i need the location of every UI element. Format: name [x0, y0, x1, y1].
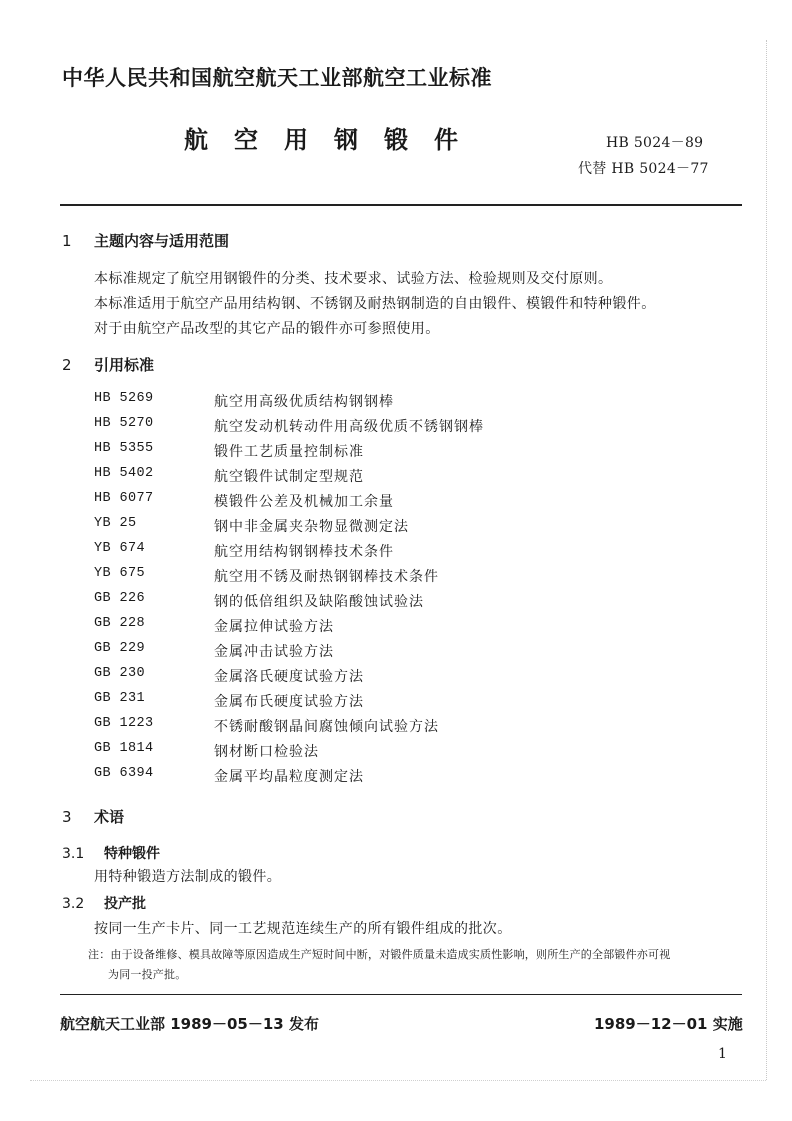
subsection-3-2-heading: [62, 893, 146, 913]
ref-title: 钢的低倍组织及缺陷酸蚀试验法: [214, 594, 424, 610]
standard-code: HB 5024－89: [606, 135, 704, 151]
subsection-3-2-text: 按同一生产卡片、同一工艺规范连续生产的所有锻件组成的批次。: [94, 921, 512, 937]
ref-title: 金属冲击试验方法: [214, 644, 334, 660]
ref-code: YB 25: [94, 516, 137, 531]
ref-code: GB 229: [94, 641, 146, 656]
ref-code: GB 226: [94, 591, 146, 606]
page-edge-right: [766, 40, 767, 1080]
page-edge-bottom: [30, 1080, 766, 1081]
ref-title: 航空用结构钢钢棒技术条件: [214, 544, 394, 560]
ref-title: 不锈耐酸钢晶间腐蚀倾向试验方法: [214, 719, 439, 735]
section-2-heading: [62, 354, 154, 375]
ref-code: HB 5270: [94, 416, 154, 431]
header-divider: [60, 204, 742, 206]
ref-title: 模锻件公差及机械加工余量: [214, 494, 394, 510]
subsection-3-2-number: 3.2: [62, 896, 85, 912]
section-1-paragraph: 对于由航空产品改型的其它产品的锻件亦可参照使用。: [94, 321, 440, 337]
section-2-number: 2: [62, 356, 72, 374]
ref-code: HB 5269: [94, 391, 154, 406]
section-1-number: 1: [62, 232, 72, 250]
ref-title: 钢材断口检验法: [214, 744, 319, 760]
issue-date: 航空航天工业部 1989－05－13 发布: [60, 1015, 319, 1033]
section-1-heading: [62, 230, 229, 251]
section-3-number: 3: [62, 808, 72, 826]
section-3-heading: [62, 806, 124, 827]
ref-code: GB 1223: [94, 716, 154, 731]
ref-code: GB 1814: [94, 741, 154, 756]
ref-title: 金属布氏硬度试验方法: [214, 694, 364, 710]
ref-title: 金属平均晶粒度测定法: [214, 769, 364, 785]
subsection-3-1-heading: [62, 843, 160, 863]
section-3-title: 术语: [94, 808, 125, 826]
section-1-title: 主题内容与适用范围: [94, 232, 230, 250]
org-title: 中华人民共和国航空航天工业部航空工业标准: [62, 66, 492, 90]
ref-title: 航空发动机转动件用高级优质不锈钢钢棒: [214, 419, 484, 435]
subsection-3-1-text: 用特种锻造方法制成的锻件。: [94, 869, 282, 885]
ref-code: GB 6394: [94, 766, 154, 781]
ref-title: 锻件工艺质量控制标准: [214, 444, 364, 460]
ref-code: YB 674: [94, 541, 146, 556]
section-2-title: 引用标准: [94, 356, 155, 374]
section-1-paragraph: 本标准规定了航空用钢锻件的分类、技术要求、试验方法、检验规则及交付原则。: [94, 271, 613, 287]
ref-code: GB 231: [94, 691, 146, 706]
subsection-3-1-title: 特种锻件: [104, 846, 160, 862]
ref-code: HB 5355: [94, 441, 154, 456]
section-1-paragraph: 本标准适用于航空产品用结构钢、不锈钢及耐热钢制造的自由锻件、模锻件和特种锻件。: [94, 296, 656, 312]
ref-title: 航空用不锈及耐热钢钢棒技术条件: [214, 569, 439, 585]
ref-title: 金属拉伸试验方法: [214, 619, 334, 635]
note-line: 为同一投产批。: [108, 968, 187, 981]
ref-title: 航空锻件试制定型规范: [214, 469, 364, 485]
ref-title: 钢中非金属夹杂物显微测定法: [214, 519, 409, 535]
replaces-standard: 代替 HB 5024－77: [578, 161, 709, 177]
ref-code: HB 5402: [94, 466, 154, 481]
subsection-3-2-title: 投产批: [104, 896, 146, 912]
document-title: 航空用钢锻件: [184, 126, 484, 154]
ref-code: YB 675: [94, 566, 146, 581]
page-number: 1: [718, 1046, 727, 1062]
subsection-3-1-number: 3.1: [62, 846, 85, 862]
note-line: 注：由于设备维修、模具故障等原因造成生产短时间中断，对锻件质量未造成实质性影响，则所生产的全部锻件亦可视: [88, 948, 671, 961]
ref-title: 航空用高级优质结构钢钢棒: [214, 394, 394, 410]
ref-title: 金属洛氏硬度试验方法: [214, 669, 364, 685]
ref-code: GB 228: [94, 616, 146, 631]
ref-code: HB 6077: [94, 491, 154, 506]
effective-date: 1989－12－01 实施: [594, 1015, 743, 1033]
footer-divider: [60, 994, 742, 995]
ref-code: GB 230: [94, 666, 146, 681]
